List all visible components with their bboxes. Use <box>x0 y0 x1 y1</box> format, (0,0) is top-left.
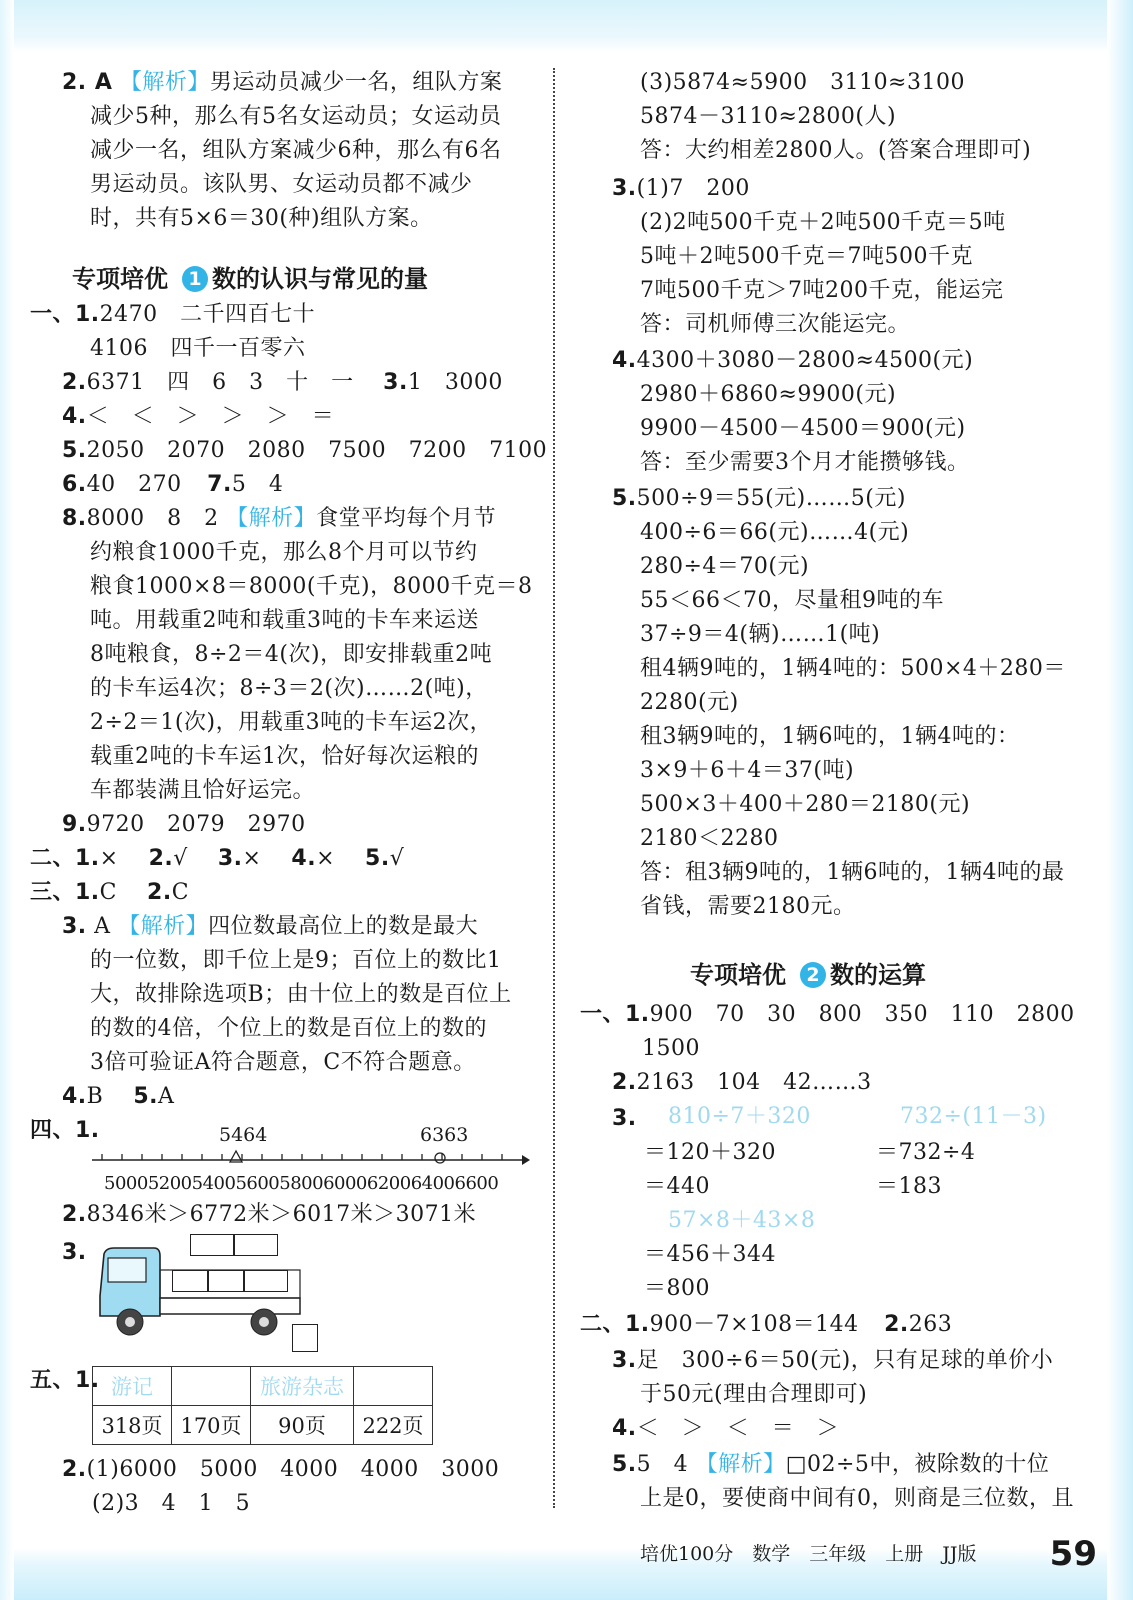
r-q4-l2: 2980＋6860≈9900(元) <box>640 382 897 407</box>
cargo-box <box>190 1234 234 1256</box>
q2-line3: 减少一名，组队方案减少6种，那么有6名 <box>90 138 502 163</box>
calc3-c: ＝800 <box>644 1276 710 1301</box>
r-q5: 5.500÷9＝55(元)……5(元) <box>612 486 906 511</box>
s1-q8-l7: 2÷2＝1(次)，用载重3吨的卡车运2次， <box>90 710 493 735</box>
part5-label: 五、1. <box>30 1368 100 1393</box>
p4-q2: 2.8346米＞6772米＞6017米＞3071米 <box>62 1202 477 1227</box>
r-q5-l9: 3×9＋6＋4＝37(吨) <box>640 758 855 783</box>
p3-q45: 4.B 5.A <box>62 1084 175 1109</box>
numberline-mark-5464: 5464 <box>219 1124 268 1146</box>
s2-q1b: 1500 <box>642 1036 700 1061</box>
r-q5-l4: 55＜66＜70，尽量租9吨的车 <box>640 588 944 613</box>
section-badge-2: 2 <box>800 962 826 988</box>
q2-line5: 时，共有5×6＝30(种)组队方案。 <box>90 206 433 231</box>
numberline-ticks: 500052005400560058006000620064006600 <box>104 1173 499 1194</box>
check-box <box>292 1324 318 1352</box>
r-q5-l13: 省钱，需要2180元。 <box>640 894 856 919</box>
left-wave-decoration <box>0 0 14 1600</box>
s2-p5: 5.5 4 【解析】□02÷5中，被除数的十位 <box>612 1452 1050 1477</box>
cargo-box <box>244 1270 288 1292</box>
s1-q5: 5.2050 2070 2080 7500 7200 7100 <box>62 438 548 463</box>
table-cell: 170页 <box>172 1406 251 1445</box>
column-divider <box>553 68 555 1508</box>
p5-q2b: (2)3 4 1 5 <box>92 1491 251 1516</box>
calc2-b: ＝732÷4 <box>876 1140 976 1165</box>
cargo-box <box>234 1234 278 1256</box>
s1-q9: 9.9720 2079 2970 <box>62 812 306 837</box>
s1-q8-l5: 8吨粮食，8÷2＝4(次)，即安排载重2吨 <box>90 642 493 667</box>
s2-p4: 4.＜ ＞ ＜ ＝ ＞ <box>612 1416 840 1441</box>
s2-q2: 2.2163 104 42……3 <box>612 1070 872 1095</box>
p3-q3-l3: 大，故排除选项B；由十位上的数是百位上 <box>90 982 512 1007</box>
s2-p3: 3.足 300÷6＝50(元)，只有足球的单价小 <box>612 1348 1054 1373</box>
r-q4-l3: 9900－4500－4500＝900(元) <box>640 416 966 441</box>
section-title-1: 专项培优 1 数的认识与常见的量 <box>72 265 428 293</box>
truck-illustration <box>96 1232 306 1342</box>
r-top-3: 答：大约相差2800人。(答案合理即可) <box>640 138 1032 163</box>
s1-q8-l4: 吨。用载重2吨和载重3吨的卡车来运送 <box>90 608 479 633</box>
q2-line1: 2. A 【解析】男运动员减少一名，组队方案 <box>62 70 503 95</box>
s1-q8-l2: 约粮食1000千克，那么8个月可以节约 <box>90 540 478 565</box>
p4-q3-label: 3. <box>62 1240 87 1265</box>
r-q3-l3: 5吨＋2吨500千克＝7吨500千克 <box>640 244 973 269</box>
p3-q3-l4: 的数的4倍，个位上的数是百位上的数的 <box>90 1016 487 1041</box>
calc3-a: 57×8＋43×8 <box>668 1208 816 1233</box>
part2-answers: 二、1.× 2.√ 3.× 4.× 5.√ <box>30 846 405 871</box>
r-top-1: (3)5874≈5900 3110≈3100 <box>640 70 965 95</box>
q2-line2: 减少5种，那么有5名女运动员；女运动员 <box>90 104 502 129</box>
s1-q8-l3: 粮食1000×8＝8000(千克)，8000千克＝8 <box>90 574 533 599</box>
part4-label: 四、1. <box>30 1118 100 1143</box>
circle-marker-icon <box>435 1153 445 1163</box>
r-q5-l5: 37÷9＝4(辆)……1(吨) <box>640 622 881 647</box>
r-q5-l11: 2180＜2280 <box>640 826 779 851</box>
part3-answers: 三、1.C 2.C <box>30 880 190 905</box>
r-top-2: 5874－3110≈2800(人) <box>640 104 897 129</box>
r-q5-l7: 2280(元) <box>640 690 739 715</box>
r-q3-l5: 答：司机师傅三次能运完。 <box>640 312 911 337</box>
table-cell: 90页 <box>251 1406 354 1445</box>
r-q5-l6: 租4辆9吨的，1辆4吨的：500×4＋280＝ <box>640 656 1066 681</box>
section-badge-1: 1 <box>182 266 208 292</box>
footer-book-info: 培优100分 数学 三年级 上册 JJ版 <box>640 1543 977 1565</box>
q2-line4: 男运动员。该队男、女运动员都不减少 <box>90 172 473 197</box>
r-q4: 4.4300＋3080－2800≈4500(元) <box>612 348 974 373</box>
calc2-a: 732÷(11－3) <box>900 1104 1047 1129</box>
calc1-a: 810÷7＋320 <box>668 1104 811 1129</box>
s2-q1: 一、1.900 70 30 800 350 110 2800 <box>580 1002 1075 1027</box>
s1-q8-l9: 车都装满且恰好运完。 <box>90 778 316 803</box>
p3-q3: 3. A 【解析】四位数最高位上的数是最大 <box>62 914 479 939</box>
numberline-mark-6363: 6363 <box>420 1124 469 1146</box>
table-cell <box>354 1367 433 1406</box>
p3-q3-l5: 3倍可验证A符合题意，C不符合题意。 <box>90 1050 476 1075</box>
s2-q3-label: 3. <box>612 1106 637 1131</box>
s1-q1b: 4106 四千一百零六 <box>90 336 306 361</box>
number-line <box>90 1146 530 1172</box>
calc3-b: ＝456＋344 <box>644 1242 776 1267</box>
r-q3: 3.(1)7 200 <box>612 176 750 201</box>
s1-q2: 2.6371 四 6 3 十 一 3.1 3000 <box>62 370 503 395</box>
stats-table <box>92 1366 433 1445</box>
table-cell: 222页 <box>354 1406 433 1445</box>
r-q5-l12: 答：租3辆9吨的，1辆6吨的，1辆4吨的最 <box>640 860 1065 885</box>
right-wave-decoration <box>1107 0 1133 1600</box>
table-cell: 游记 <box>93 1367 172 1406</box>
r-q5-l2: 400÷6＝66(元)……4(元) <box>640 520 910 545</box>
s2-p2: 二、1.900－7×108＝144 2.263 <box>580 1312 953 1337</box>
r-q4-l4: 答：至少需要3个月才能攒够钱。 <box>640 450 970 475</box>
table-cell: 318页 <box>93 1406 172 1445</box>
s1-q8-l8: 载重2吨的卡车运1次，恰好每次运粮的 <box>90 744 479 769</box>
section-title-2: 专项培优 2 数的运算 <box>690 961 926 989</box>
s2-p5c: 上是0，要使商中间有0，则商是三位数，且 <box>640 1486 1074 1511</box>
cargo-box <box>172 1270 208 1292</box>
analysis-tag: 【解析】 <box>119 70 210 95</box>
table-cell <box>172 1367 251 1406</box>
s1-q4: 4.＜ ＜ ＞ ＞ ＞ ＝ <box>62 404 335 429</box>
r-q5-l3: 280÷4＝70(元) <box>640 554 810 579</box>
s1-q8-l6: 的卡车运4次；8÷3＝2(次)……2(吨)， <box>90 676 488 701</box>
s1-q8: 8.8000 8 2 【解析】食堂平均每个月节 <box>62 506 497 531</box>
table-cell: 旅游杂志 <box>251 1367 354 1406</box>
calc1-b: ＝120＋320 <box>644 1140 776 1165</box>
r-q3-l2: (2)2吨500千克＋2吨500千克＝5吨 <box>640 210 1006 235</box>
r-q3-l4: 7吨500千克＞7吨200千克，能运完 <box>640 278 1004 303</box>
cargo-box <box>208 1270 244 1292</box>
page-number: 59 <box>1049 1534 1097 1574</box>
table-row <box>93 1367 433 1406</box>
table-row <box>93 1406 433 1445</box>
p3-q3-l2: 的一位数，即千位上是9；百位上的数比1 <box>90 948 502 973</box>
calc2-c: ＝183 <box>876 1174 942 1199</box>
s1-q1: 一、1.2470 二千四百七十 <box>30 302 316 327</box>
r-q5-l8: 租3辆9吨的，1辆6吨的，1辆4吨的： <box>640 724 1020 749</box>
r-q5-l10: 500×3＋400＋280＝2180(元) <box>640 792 971 817</box>
s1-q6: 6.40 270 7.5 4 <box>62 472 284 497</box>
calc1-c: ＝440 <box>644 1174 710 1199</box>
s2-p3b: 于50元(理由合理即可) <box>640 1382 868 1407</box>
p5-q2: 2.(1)6000 5000 4000 4000 3000 <box>62 1457 500 1482</box>
top-wave-decoration <box>0 0 1133 52</box>
